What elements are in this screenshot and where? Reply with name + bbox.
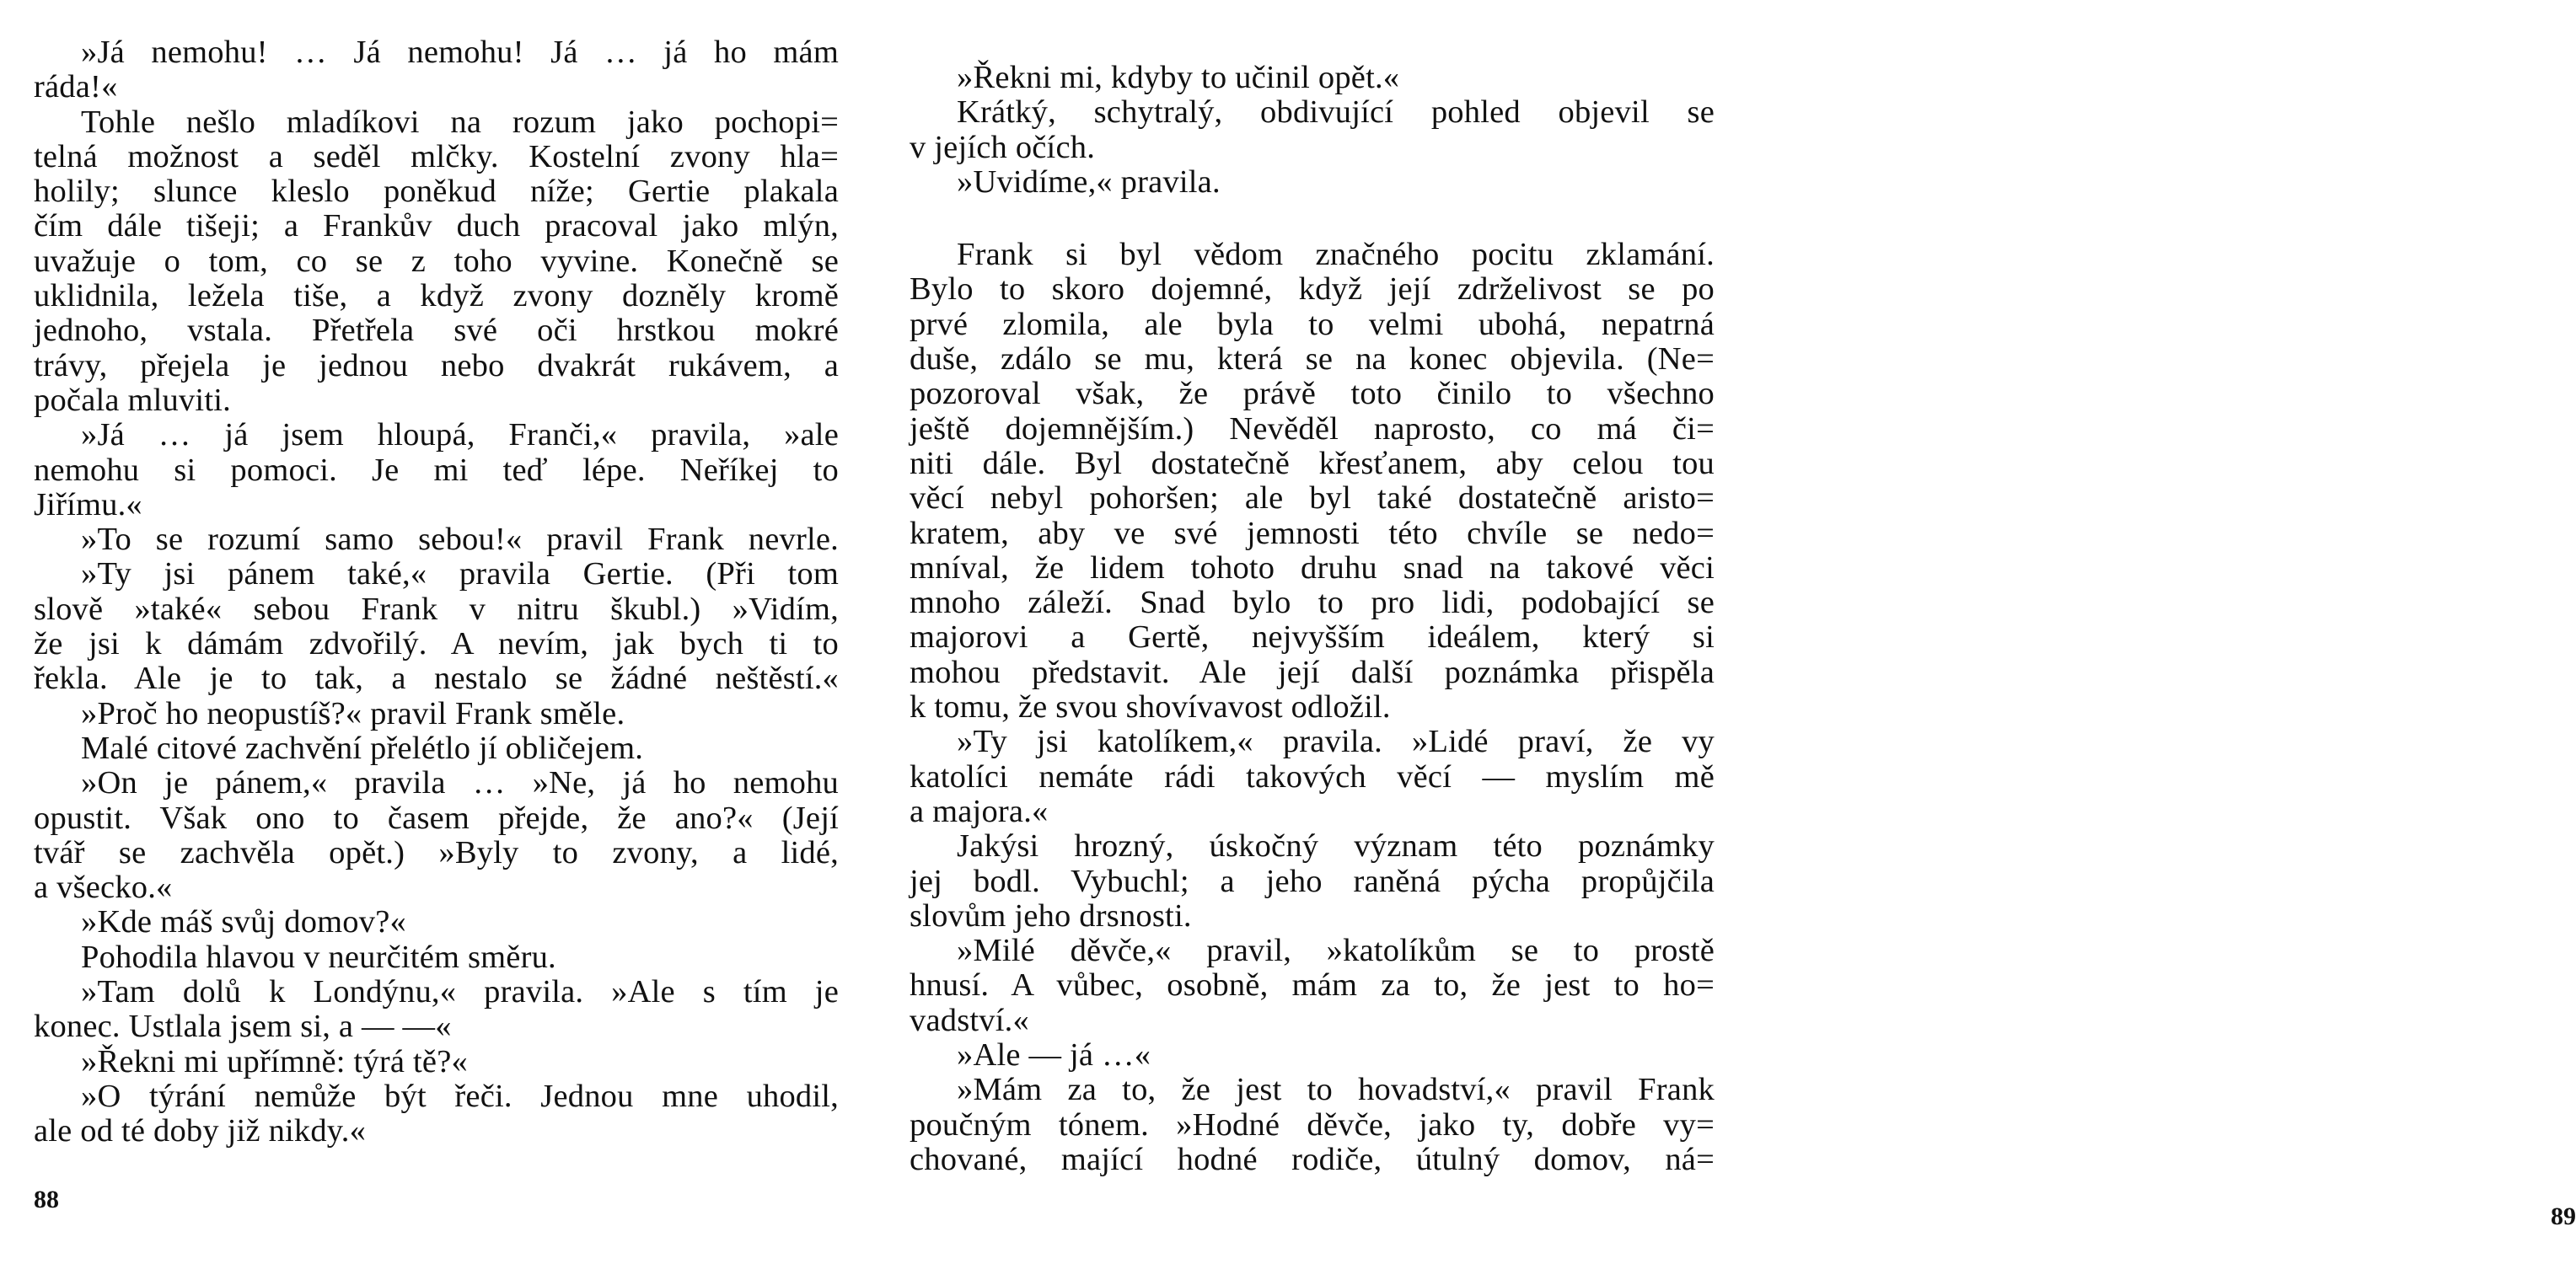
right-page bbox=[873, 0, 2576, 1264]
text-line: Bylo to skoro dojemné, když její zdrželivost se po bbox=[910, 271, 1715, 308]
text-line: mnoho záleží. Snad bylo to pro lidi, podobající se bbox=[910, 585, 1715, 621]
text-line: že jsi k dámám zdvořilý. A nevím, jak bych ti to bbox=[34, 626, 839, 662]
text-line: »Mám za to, že jest to hovadství,« pravil Frank bbox=[957, 1072, 1715, 1108]
left-page bbox=[0, 0, 873, 1264]
text-line: »Ty jsi pánem také,« pravila Gertie. (Při tom bbox=[81, 556, 839, 592]
text-line: Pohodila hlavou v neurčitém směru. bbox=[81, 939, 556, 975]
text-line: »Proč ho neopustíš?« pravil Frank směle. bbox=[81, 695, 625, 731]
text-line: ještě dojemnějším.) Nevěděl naprosto, co má či= bbox=[910, 410, 1715, 447]
text-line: »Uvidíme,« pravila. bbox=[957, 163, 1221, 200]
text-line: řekla. Ale je to tak, a nestalo se žádné neštěstí.« bbox=[34, 661, 839, 697]
text-line: poučným tónem. »Hodné děvče, jako ty, dobře vy= bbox=[910, 1106, 1715, 1143]
text-line: a všecko.« bbox=[34, 870, 173, 906]
text-line: niti dále. Byl dostatečně křesťanem, aby celou tou bbox=[910, 445, 1715, 481]
text-line: konec. Ustlala jsem si, a — —« bbox=[34, 1009, 452, 1045]
text-line: Jiřímu.« bbox=[34, 486, 142, 522]
text-line: »Řekni mi, kdyby to učinil opět.« bbox=[957, 60, 1400, 95]
text-line: »Ale — já …« bbox=[957, 1037, 1151, 1074]
text-line: věcí nebyl pohoršen; ale byl také dostatečně aristo= bbox=[910, 480, 1715, 517]
text-line: »Ty jsi katolíkem,« pravila. »Lidé praví, že vy bbox=[957, 724, 1715, 760]
text-line: Malé citové zachvění přelétlo jí obličejem. bbox=[81, 730, 644, 766]
text-line: Frank si byl vědom značného pocitu zklamání. bbox=[957, 237, 1715, 273]
text-line: jej bodl. Vybuchl; a jeho raněná pýcha propůjčila bbox=[910, 863, 1715, 899]
text-line: prvé zlomila, ale byla to velmi ubohá, nepatrná bbox=[910, 306, 1715, 342]
text-line: nemohu si pomoci. Je mi teď lépe. Neříkej to bbox=[34, 452, 839, 488]
page-number: 89 bbox=[2551, 1202, 2576, 1230]
text-line: uvažuje o tom, co se z toho vyvine. Konečně se bbox=[34, 243, 839, 279]
text-line: čím dále tišeji; a Frankův duch pracoval jako mlýn, bbox=[34, 208, 839, 244]
text-line: ale od té doby již nikdy.« bbox=[34, 1113, 367, 1149]
text-line: a majora.« bbox=[910, 793, 1049, 829]
text-line: vadství.« bbox=[910, 1002, 1029, 1038]
text-line: »Já nemohu! … Já nemohu! Já … já ho mám bbox=[81, 35, 839, 70]
text-line: katolíci nemáte rádi takových věcí — myslím mě bbox=[910, 758, 1715, 795]
text-line: mníval, že lidem tohoto druhu snad na takové věci bbox=[910, 549, 1715, 586]
text-line: ráda!« bbox=[34, 69, 118, 105]
text-line: Tohle nešlo mladíkovi na rozum jako pochopi= bbox=[81, 104, 839, 140]
text-line: jednoho, vstala. Přetřela své oči hrstkou mokré bbox=[34, 313, 839, 349]
text-line: počala mluviti. bbox=[34, 382, 231, 418]
text-line: »On je pánem,« pravila … »Ne, já ho nemohu bbox=[81, 765, 839, 801]
text-line: opustit. Však ono to časem přejde, že ano?« (Její bbox=[34, 800, 839, 836]
right-page-text bbox=[910, 61, 1715, 1177]
text-line: uklidnila, ležela tiše, a když zvony dozněly kromě bbox=[34, 278, 839, 314]
text-line: Jakýsi hrozný, úskočný význam této poznámky bbox=[957, 828, 1715, 865]
text-line: kratem, aby ve své jemnosti této chvíle se nedo= bbox=[910, 515, 1715, 551]
page-number: 88 bbox=[34, 1186, 59, 1213]
text-line: »Já … já jsem hloupá, Franči,« pravila, »ale bbox=[81, 417, 839, 453]
text-line: »To se rozumí samo sebou!« pravil Frank nevrle. bbox=[81, 522, 839, 558]
text-line: telná možnost a seděl mlčky. Kostelní zvony hla= bbox=[34, 138, 839, 174]
text-line: duše, zdálo se mu, která se na konec objevila. (Ne= bbox=[910, 341, 1715, 378]
text-line: trávy, přejela je jednou nebo dvakrát rukávem, a bbox=[34, 347, 839, 383]
text-line: chované, mající hodné rodiče, útulný domov, ná= bbox=[910, 1141, 1715, 1177]
text-line: »O týrání nemůže být řeči. Jednou mne uhodil, bbox=[81, 1078, 839, 1114]
text-line: »Řekni mi upřímně: týrá tě?« bbox=[81, 1043, 468, 1079]
left-page-text bbox=[34, 35, 839, 1149]
blank-line bbox=[910, 200, 1715, 238]
text-line: slovům jeho drsnosti. bbox=[910, 897, 1192, 934]
text-line: »Milé děvče,« pravil, »katolíkům se to prostě bbox=[957, 933, 1715, 969]
text-line: slově »také« sebou Frank v nitru škubl.) »Vidím, bbox=[34, 591, 839, 627]
text-line: tvář se zachvěla opět.) »Byly to zvony, a lidé, bbox=[34, 834, 839, 870]
text-line: mohou představit. Ale její další poznámka přispěla bbox=[910, 654, 1715, 690]
text-line: majorovi a Gertě, nejvyšším ideálem, který si bbox=[910, 619, 1715, 656]
text-line: »Tam dolů k Londýnu,« pravila. »Ale s tím je bbox=[81, 974, 839, 1010]
text-line: hnusí. A vůbec, osobně, mám za to, že jest to ho= bbox=[910, 967, 1715, 1004]
text-line: Krátký, schytralý, obdivující pohled objevil se bbox=[957, 94, 1715, 131]
text-line: v jejích očích. bbox=[910, 129, 1096, 165]
text-line: k tomu, že svou shovívavost odložil. bbox=[910, 689, 1391, 726]
text-line: pozoroval však, že právě toto činilo to všechno bbox=[910, 376, 1715, 412]
text-line: »Kde máš svůj domov?« bbox=[81, 904, 406, 940]
text-line: holily; slunce kleslo poněkud níže; Gertie plakala bbox=[34, 174, 839, 210]
